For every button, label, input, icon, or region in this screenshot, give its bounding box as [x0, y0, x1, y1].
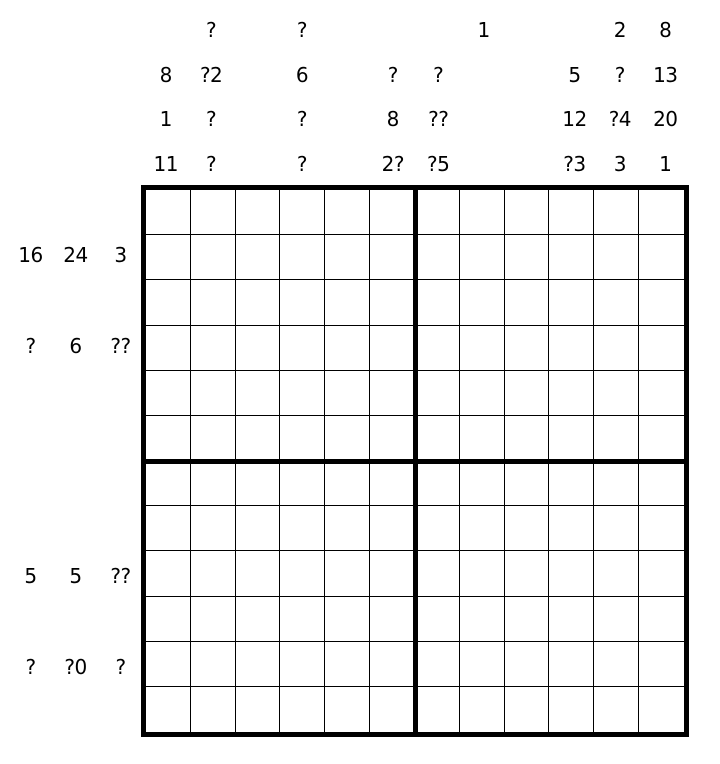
- grid-cell[interactable]: [191, 687, 236, 732]
- top-clues: [143, 8, 688, 186]
- grid-cell[interactable]: [505, 642, 550, 687]
- grid-cell[interactable]: [370, 280, 415, 325]
- grid-cell[interactable]: [370, 506, 415, 551]
- top-clue: [506, 53, 551, 98]
- top-clue: ?: [206, 107, 217, 132]
- grid-cell[interactable]: [460, 416, 505, 461]
- top-clue: ?: [296, 18, 308, 43]
- grid-cell[interactable]: [415, 461, 460, 506]
- grid-cell[interactable]: [370, 326, 415, 371]
- top-clue: ?: [206, 18, 217, 43]
- top-clue: ?2: [199, 62, 223, 87]
- grid-cell[interactable]: [639, 190, 684, 235]
- left-clue: [98, 690, 143, 736]
- grid-cell[interactable]: [415, 597, 460, 642]
- grid-cell[interactable]: [146, 597, 191, 642]
- grid-cell[interactable]: [236, 416, 281, 461]
- grid-cell[interactable]: [191, 416, 236, 461]
- grid-cell[interactable]: [415, 190, 460, 235]
- top-clue: 13: [653, 62, 678, 87]
- left-clue: [8, 415, 53, 461]
- grid-cell[interactable]: [236, 190, 281, 235]
- grid-cell[interactable]: [460, 371, 505, 416]
- grid-cell[interactable]: [236, 235, 281, 280]
- grid-cell[interactable]: [236, 551, 281, 596]
- grid-cell[interactable]: [639, 461, 684, 506]
- grid-cell[interactable]: [146, 190, 191, 235]
- grid-cell[interactable]: [325, 326, 370, 371]
- grid-cell[interactable]: [370, 190, 415, 235]
- left-clue: 24: [63, 242, 88, 267]
- grid-cell[interactable]: [415, 416, 460, 461]
- grid-cell[interactable]: [549, 280, 594, 325]
- grid-cell[interactable]: [191, 190, 236, 235]
- left-clue: 3: [114, 242, 127, 267]
- top-clue: 11: [153, 151, 178, 176]
- puzzle-grid[interactable]: [141, 185, 689, 737]
- top-clue: [506, 142, 551, 187]
- grid-cell[interactable]: [549, 687, 594, 732]
- left-clue: [53, 186, 98, 232]
- grid-cell[interactable]: [146, 506, 191, 551]
- top-clue: 6: [295, 62, 309, 87]
- grid-cell[interactable]: [594, 280, 639, 325]
- grid-cell[interactable]: [236, 371, 281, 416]
- top-clue: ?: [614, 62, 625, 87]
- grid-cell[interactable]: [146, 461, 191, 506]
- left-clue: [98, 415, 143, 461]
- grid-cell[interactable]: [146, 371, 191, 416]
- top-clue: ?5: [427, 151, 450, 176]
- grid-cells[interactable]: [146, 190, 684, 732]
- top-clue: ?3: [563, 151, 586, 176]
- top-clue: 2: [613, 18, 626, 43]
- grid-cell[interactable]: [549, 461, 594, 506]
- grid-cell[interactable]: [191, 461, 236, 506]
- grid-cell[interactable]: [415, 371, 460, 416]
- grid-cell[interactable]: [505, 416, 550, 461]
- top-clue: [325, 8, 370, 53]
- grid-cell[interactable]: [415, 551, 460, 596]
- grid-cell[interactable]: [325, 597, 370, 642]
- left-clue: [8, 690, 53, 736]
- grid-cell[interactable]: [505, 190, 550, 235]
- grid-cell[interactable]: [549, 371, 594, 416]
- grid-cell[interactable]: [280, 371, 325, 416]
- left-clue: [98, 598, 143, 644]
- left-clue: [98, 186, 143, 232]
- grid-cell[interactable]: [549, 551, 594, 596]
- grid-cell[interactable]: [370, 371, 415, 416]
- grid-cell[interactable]: [191, 235, 236, 280]
- grid-cell[interactable]: [370, 416, 415, 461]
- grid-cell[interactable]: [505, 235, 550, 280]
- left-clue: [53, 690, 98, 736]
- left-clue: ?: [115, 655, 126, 680]
- grid-cell[interactable]: [594, 551, 639, 596]
- left-clue: ??: [110, 563, 131, 588]
- grid-cell[interactable]: [460, 687, 505, 732]
- grid-cell[interactable]: [146, 235, 191, 280]
- grid-cell[interactable]: [639, 551, 684, 596]
- grid-cell[interactable]: [639, 597, 684, 642]
- left-clue: ??: [110, 334, 131, 359]
- left-clue: [98, 507, 143, 553]
- top-clue: [461, 97, 506, 142]
- grid-cell[interactable]: [460, 642, 505, 687]
- grid-cell[interactable]: [325, 371, 370, 416]
- left-clues: [8, 186, 143, 736]
- grid-cell[interactable]: [236, 461, 281, 506]
- top-clue: ?4: [608, 107, 632, 132]
- left-clue: ?0: [64, 655, 87, 680]
- grid-cell[interactable]: [460, 235, 505, 280]
- grid-cell[interactable]: [505, 506, 550, 551]
- top-clue: 12: [562, 107, 587, 132]
- top-clue: [234, 8, 279, 53]
- left-clue: [8, 507, 53, 553]
- grid-cell[interactable]: [236, 506, 281, 551]
- left-clue: [53, 461, 98, 507]
- grid-cell[interactable]: [505, 326, 550, 371]
- grid-cell[interactable]: [639, 687, 684, 732]
- top-clue: ?: [433, 62, 444, 87]
- grid-cell[interactable]: [460, 461, 505, 506]
- grid-cell[interactable]: [639, 326, 684, 371]
- top-clue: 2?: [381, 151, 404, 176]
- grid-cell[interactable]: [191, 551, 236, 596]
- grid-cell[interactable]: [594, 687, 639, 732]
- grid-cell[interactable]: [460, 190, 505, 235]
- grid-cell[interactable]: [505, 280, 550, 325]
- top-clue: 1: [159, 107, 172, 132]
- grid-cell[interactable]: [370, 461, 415, 506]
- grid-cell[interactable]: [460, 280, 505, 325]
- grid-cell[interactable]: [370, 687, 415, 732]
- top-clue: 3: [613, 151, 626, 176]
- grid-cell[interactable]: [639, 280, 684, 325]
- grid-cell[interactable]: [236, 280, 281, 325]
- grid-cell[interactable]: [280, 461, 325, 506]
- top-clue: 8: [386, 107, 399, 132]
- grid-cell[interactable]: [325, 235, 370, 280]
- grid-cell[interactable]: [325, 461, 370, 506]
- top-clue: [234, 97, 279, 142]
- grid-cell[interactable]: [549, 506, 594, 551]
- grid-cell[interactable]: [370, 642, 415, 687]
- top-clue: [370, 8, 415, 53]
- grid-cell[interactable]: [146, 280, 191, 325]
- left-clue: [53, 598, 98, 644]
- grid-cell[interactable]: [325, 551, 370, 596]
- grid-cell[interactable]: [191, 280, 236, 325]
- grid-cell[interactable]: [370, 551, 415, 596]
- left-clue: [53, 278, 98, 324]
- grid-cell[interactable]: [594, 326, 639, 371]
- grid-cell[interactable]: [505, 551, 550, 596]
- grid-cell[interactable]: [280, 597, 325, 642]
- left-clue: ?: [25, 334, 36, 359]
- grid-cell[interactable]: [415, 687, 460, 732]
- grid-cell[interactable]: [460, 597, 505, 642]
- top-clue: [325, 142, 370, 187]
- top-clue: [416, 8, 461, 53]
- left-clue: 5: [24, 563, 37, 588]
- top-clue: [506, 97, 551, 142]
- grid-cell[interactable]: [191, 642, 236, 687]
- top-clue: ?: [296, 107, 308, 132]
- grid-cell[interactable]: [549, 642, 594, 687]
- top-clue: [461, 53, 506, 98]
- grid-cell[interactable]: [505, 597, 550, 642]
- grid-cell[interactable]: [549, 416, 594, 461]
- grid-cell[interactable]: [191, 597, 236, 642]
- top-clue: 5: [568, 62, 581, 87]
- grid-cell[interactable]: [460, 551, 505, 596]
- grid-cell[interactable]: [280, 416, 325, 461]
- grid-cell[interactable]: [639, 416, 684, 461]
- top-clue: ??: [428, 107, 449, 132]
- grid-cell[interactable]: [236, 326, 281, 371]
- left-clue: ?: [25, 655, 36, 680]
- grid-cell[interactable]: [325, 190, 370, 235]
- grid-cell[interactable]: [280, 190, 325, 235]
- grid-cell[interactable]: [280, 280, 325, 325]
- grid-cell[interactable]: [639, 371, 684, 416]
- grid-cell[interactable]: [594, 235, 639, 280]
- grid-cell[interactable]: [415, 642, 460, 687]
- grid-cell[interactable]: [549, 597, 594, 642]
- top-clue: [234, 53, 279, 98]
- grid-cell[interactable]: [146, 416, 191, 461]
- grid-cell[interactable]: [146, 326, 191, 371]
- grid-cell[interactable]: [280, 506, 325, 551]
- top-clue: 1: [477, 18, 490, 43]
- top-clue: ?: [387, 62, 398, 87]
- grid-cell[interactable]: [325, 642, 370, 687]
- grid-cell[interactable]: [370, 235, 415, 280]
- grid-cell[interactable]: [639, 506, 684, 551]
- grid-cell[interactable]: [505, 371, 550, 416]
- top-clue: [325, 97, 370, 142]
- left-clue: [53, 415, 98, 461]
- grid-cell[interactable]: [415, 235, 460, 280]
- left-clue: [98, 278, 143, 324]
- grid-cell[interactable]: [280, 687, 325, 732]
- grid-cell[interactable]: [594, 461, 639, 506]
- grid-cell[interactable]: [146, 551, 191, 596]
- top-clue: ?: [206, 151, 217, 176]
- top-clue: [461, 142, 506, 187]
- grid-cell[interactable]: [639, 235, 684, 280]
- top-clue: [234, 142, 279, 187]
- left-clue: [53, 507, 98, 553]
- grid-cell[interactable]: [191, 326, 236, 371]
- top-clue: [143, 8, 188, 53]
- grid-cell[interactable]: [280, 642, 325, 687]
- top-clue: 8: [659, 18, 672, 43]
- grid-cell[interactable]: [505, 687, 550, 732]
- left-clue: [8, 278, 53, 324]
- top-clue: ?: [296, 151, 308, 176]
- grid-cell[interactable]: [549, 190, 594, 235]
- top-clue: 8: [159, 62, 172, 87]
- grid-cell[interactable]: [415, 326, 460, 371]
- grid-cell[interactable]: [370, 597, 415, 642]
- grid-cell[interactable]: [415, 506, 460, 551]
- grid-cell[interactable]: [639, 642, 684, 687]
- left-clue: 6: [69, 334, 82, 359]
- grid-cell[interactable]: [325, 416, 370, 461]
- grid-cell[interactable]: [325, 280, 370, 325]
- grid-cell[interactable]: [280, 551, 325, 596]
- left-clue: [98, 369, 143, 415]
- grid-cell[interactable]: [460, 326, 505, 371]
- grid-cell[interactable]: [594, 371, 639, 416]
- grid-cell[interactable]: [594, 597, 639, 642]
- grid-cell[interactable]: [460, 506, 505, 551]
- top-clue: [325, 53, 370, 98]
- grid-cell[interactable]: [594, 416, 639, 461]
- top-clue: [506, 8, 551, 53]
- grid-cell[interactable]: [594, 642, 639, 687]
- left-clue: 5: [69, 563, 82, 588]
- grid-cell[interactable]: [280, 235, 325, 280]
- left-clue: [53, 369, 98, 415]
- grid-cell[interactable]: [415, 280, 460, 325]
- grid-cell[interactable]: [505, 461, 550, 506]
- top-clue: [552, 8, 597, 53]
- grid-cell[interactable]: [325, 687, 370, 732]
- left-clue: [8, 598, 53, 644]
- grid-cell[interactable]: [594, 506, 639, 551]
- top-clue: 1: [659, 151, 672, 176]
- grid-cell[interactable]: [236, 597, 281, 642]
- grid-cell[interactable]: [594, 190, 639, 235]
- left-clue: [8, 461, 53, 507]
- grid-cell[interactable]: [236, 642, 281, 687]
- left-clue: [98, 461, 143, 507]
- left-clue: [8, 369, 53, 415]
- left-clue: 16: [18, 242, 43, 267]
- grid-cell[interactable]: [191, 371, 236, 416]
- grid-cell[interactable]: [146, 642, 191, 687]
- grid-cell[interactable]: [191, 506, 236, 551]
- top-clue: 20: [653, 107, 678, 132]
- grid-cell[interactable]: [236, 687, 281, 732]
- grid-cell[interactable]: [549, 326, 594, 371]
- grid-cell[interactable]: [146, 687, 191, 732]
- grid-cell[interactable]: [549, 235, 594, 280]
- grid-cell[interactable]: [325, 506, 370, 551]
- grid-cell[interactable]: [280, 326, 325, 371]
- left-clue: [8, 186, 53, 232]
